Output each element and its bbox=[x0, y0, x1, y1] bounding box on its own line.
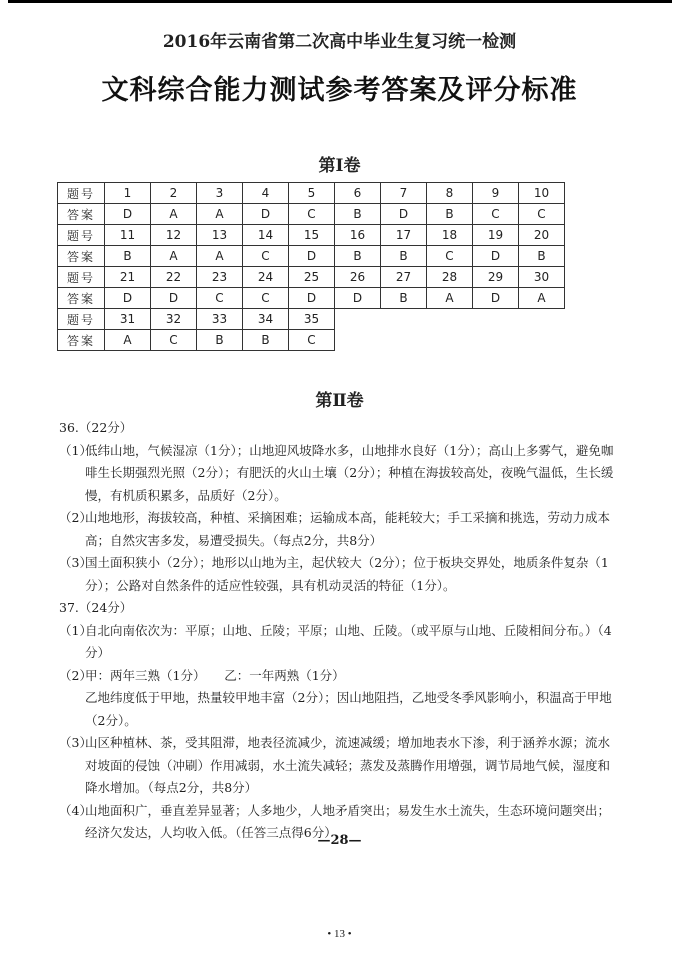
part1-title: 第Ⅰ卷 bbox=[318, 156, 361, 176]
item-text: 自北向南依次为：平原；山地、丘陵；平原；山地、丘陵。（或平原与山地、丘陵相间分布。）（4分） bbox=[85, 622, 612, 660]
row-label-question: 题号 bbox=[58, 267, 105, 288]
question-number-cell: 5 bbox=[289, 183, 335, 204]
item-text: 山区种植林、茶，受其阻滞，地表径流减少，流速减缓；增加地表水下渗，利于涵养水源；流水对坡面的侵蚀（冲刷）作用减弱，水土流失减轻；蒸发及蒸腾作用增强，调节局地气候，湿度和降水增加。（每点2分，共8分） bbox=[85, 735, 611, 795]
item-number: （1） bbox=[59, 442, 92, 458]
answer-item bbox=[59, 552, 619, 597]
row-label-answer: 答案 bbox=[58, 204, 105, 225]
answer-cell: C bbox=[473, 204, 519, 225]
answer-cell: B bbox=[335, 246, 381, 267]
empty-cell bbox=[381, 330, 427, 351]
empty-cell bbox=[335, 309, 381, 330]
question-number-cell: 18 bbox=[427, 225, 473, 246]
answer-cell: C bbox=[427, 246, 473, 267]
part2-title: 第Ⅱ卷 bbox=[315, 391, 364, 411]
item-number: （4） bbox=[59, 802, 92, 818]
question-number-row bbox=[58, 225, 565, 246]
empty-cell bbox=[381, 309, 427, 330]
answer-cell: C bbox=[289, 330, 335, 351]
answer-item bbox=[59, 687, 619, 732]
answer-cell: C bbox=[197, 288, 243, 309]
answer-item bbox=[59, 620, 619, 665]
answer-row bbox=[58, 246, 565, 267]
empty-cell bbox=[519, 330, 565, 351]
part2-answers bbox=[59, 417, 619, 845]
question-number-cell: 19 bbox=[473, 225, 519, 246]
item-number: （2） bbox=[59, 667, 92, 683]
row-label-question: 题号 bbox=[58, 225, 105, 246]
answer-cell: B bbox=[427, 204, 473, 225]
item-number bbox=[59, 687, 85, 732]
item-text: 山地地形，海拔较高，种植、采摘困难；运输成本高，能耗较大；手工采摘和挑选，劳动力成本高；自然灾害多发，易遭受损失。（每点2分，共8分） bbox=[85, 510, 611, 548]
answer-cell: C bbox=[519, 204, 565, 225]
answer-cell: A bbox=[151, 246, 197, 267]
item-text: 甲：两年三熟（1分） 乙：一年两熟（1分） bbox=[85, 667, 345, 683]
question-number-cell: 34 bbox=[243, 309, 289, 330]
question-number-cell: 16 bbox=[335, 225, 381, 246]
question-number-cell: 25 bbox=[289, 267, 335, 288]
empty-cell bbox=[473, 330, 519, 351]
answer-cell: A bbox=[151, 204, 197, 225]
item-text: 国土面积狭小（2分）；地形以山地为主，起伏较大（2分）；位于板块交界处，地质条件复杂（1分）；公路对自然条件的适应性较强，具有机动灵活的特征（1分）。 bbox=[85, 555, 609, 593]
answer-cell: C bbox=[243, 246, 289, 267]
answer-cell: A bbox=[197, 246, 243, 267]
question-number-cell: 33 bbox=[197, 309, 243, 330]
row-label-answer: 答案 bbox=[58, 330, 105, 351]
answer-table bbox=[57, 182, 565, 351]
top-border-line bbox=[8, 0, 672, 3]
answer-cell: D bbox=[381, 204, 427, 225]
question-number-cell: 11 bbox=[105, 225, 151, 246]
row-label-answer: 答案 bbox=[58, 288, 105, 309]
answer-cell: D bbox=[473, 288, 519, 309]
answer-row bbox=[58, 204, 565, 225]
answer-row bbox=[58, 288, 565, 309]
item-text: 低纬山地，气候湿凉（1分）；山地迎风坡降水多，山地排水良好（1分）；高山上多雾气，避免咖啡生长期强烈光照（2分）；有肥沃的火山土壤（2分）；种植在海拔较高处，夜晚气温低，生长缓慢，有机质积累多，品质好（2分）。 bbox=[85, 442, 614, 503]
item-number: （3） bbox=[59, 735, 92, 750]
answer-cell: B bbox=[197, 330, 243, 351]
answer-cell: D bbox=[289, 246, 335, 267]
empty-cell bbox=[473, 309, 519, 330]
question-number-cell: 23 bbox=[197, 267, 243, 288]
page-number: • 13 • bbox=[327, 928, 352, 940]
question-number-cell: 17 bbox=[381, 225, 427, 246]
question-number-cell: 26 bbox=[335, 267, 381, 288]
row-label-answer: 答案 bbox=[58, 246, 105, 267]
answer-cell: A bbox=[519, 288, 565, 309]
question-number-cell: 15 bbox=[289, 225, 335, 246]
question-number-cell: 8 bbox=[427, 183, 473, 204]
answer-item bbox=[59, 732, 619, 800]
answer-cell: D bbox=[105, 288, 151, 309]
answer-cell: D bbox=[335, 288, 381, 309]
empty-cell bbox=[519, 309, 565, 330]
answer-cell: D bbox=[105, 204, 151, 225]
question-number-cell: 22 bbox=[151, 267, 197, 288]
question-number-cell: 12 bbox=[151, 225, 197, 246]
question-number-cell: 28 bbox=[427, 267, 473, 288]
answer-item bbox=[59, 665, 619, 688]
empty-cell bbox=[335, 330, 381, 351]
question-number-cell: 20 bbox=[519, 225, 565, 246]
answer-cell: A bbox=[197, 204, 243, 225]
answer-cell: C bbox=[151, 330, 197, 351]
question-number-cell: 27 bbox=[381, 267, 427, 288]
question-number-cell: 1 bbox=[105, 183, 151, 204]
answer-cell: B bbox=[519, 246, 565, 267]
question-number-cell: 7 bbox=[381, 183, 427, 204]
question-heading: 37.（24分） bbox=[59, 600, 133, 615]
answer-cell: C bbox=[289, 204, 335, 225]
answer-cell: A bbox=[427, 288, 473, 309]
question-number-cell: 6 bbox=[335, 183, 381, 204]
question-number-row bbox=[58, 183, 565, 204]
answer-cell: D bbox=[473, 246, 519, 267]
question-number-cell: 4 bbox=[243, 183, 289, 204]
answer-item bbox=[59, 440, 619, 508]
page-label: —28— bbox=[317, 833, 362, 848]
question-number-cell: 35 bbox=[289, 309, 335, 330]
question-number-cell: 9 bbox=[473, 183, 519, 204]
question-number-cell: 30 bbox=[519, 267, 565, 288]
answer-cell: C bbox=[243, 288, 289, 309]
question-number-row bbox=[58, 309, 565, 330]
answer-cell: D bbox=[243, 204, 289, 225]
row-label-question: 题号 bbox=[58, 183, 105, 204]
answer-cell: B bbox=[381, 246, 427, 267]
answer-cell: B bbox=[105, 246, 151, 267]
answer-item bbox=[59, 507, 619, 552]
question-number-cell: 24 bbox=[243, 267, 289, 288]
document-title: 文科综合能力测试参考答案及评分标准 bbox=[101, 75, 578, 106]
answer-cell: B bbox=[243, 330, 289, 351]
question-number-cell: 2 bbox=[151, 183, 197, 204]
empty-cell bbox=[427, 330, 473, 351]
item-number: （3） bbox=[59, 555, 92, 570]
row-label-question: 题号 bbox=[58, 309, 105, 330]
question-number-cell: 14 bbox=[243, 225, 289, 246]
answer-cell: A bbox=[105, 330, 151, 351]
question-number-row bbox=[58, 267, 565, 288]
question-number-cell: 31 bbox=[105, 309, 151, 330]
question-number-cell: 29 bbox=[473, 267, 519, 288]
question-number-cell: 13 bbox=[197, 225, 243, 246]
answer-cell: B bbox=[335, 204, 381, 225]
item-text: 山地面积广，垂直差异显著；人多地少，人地矛盾突出；易发生水土流失，生态环境问题突出；经济欠发达，人均收入低。（任答三点得6分） bbox=[85, 802, 611, 840]
item-number: （1） bbox=[59, 622, 92, 638]
item-text: 乙地纬度低于甲地，热量较甲地丰富（2分）；因山地阻挡，乙地受冬季风影响小，积温高于甲地（2分）。 bbox=[85, 690, 612, 728]
answer-cell: D bbox=[289, 288, 335, 309]
answer-cell: B bbox=[381, 288, 427, 309]
question-number-cell: 10 bbox=[519, 183, 565, 204]
answer-row bbox=[58, 330, 565, 351]
document-subtitle: 2016年云南省第二次高中毕业生复习统一检测 bbox=[162, 32, 517, 52]
empty-cell bbox=[427, 309, 473, 330]
answer-cell: D bbox=[151, 288, 197, 309]
question-heading: 36.（22分） bbox=[59, 420, 133, 435]
item-number: （2） bbox=[59, 510, 92, 525]
question-number-cell: 21 bbox=[105, 267, 151, 288]
question-number-cell: 32 bbox=[151, 309, 197, 330]
question-number-cell: 3 bbox=[197, 183, 243, 204]
